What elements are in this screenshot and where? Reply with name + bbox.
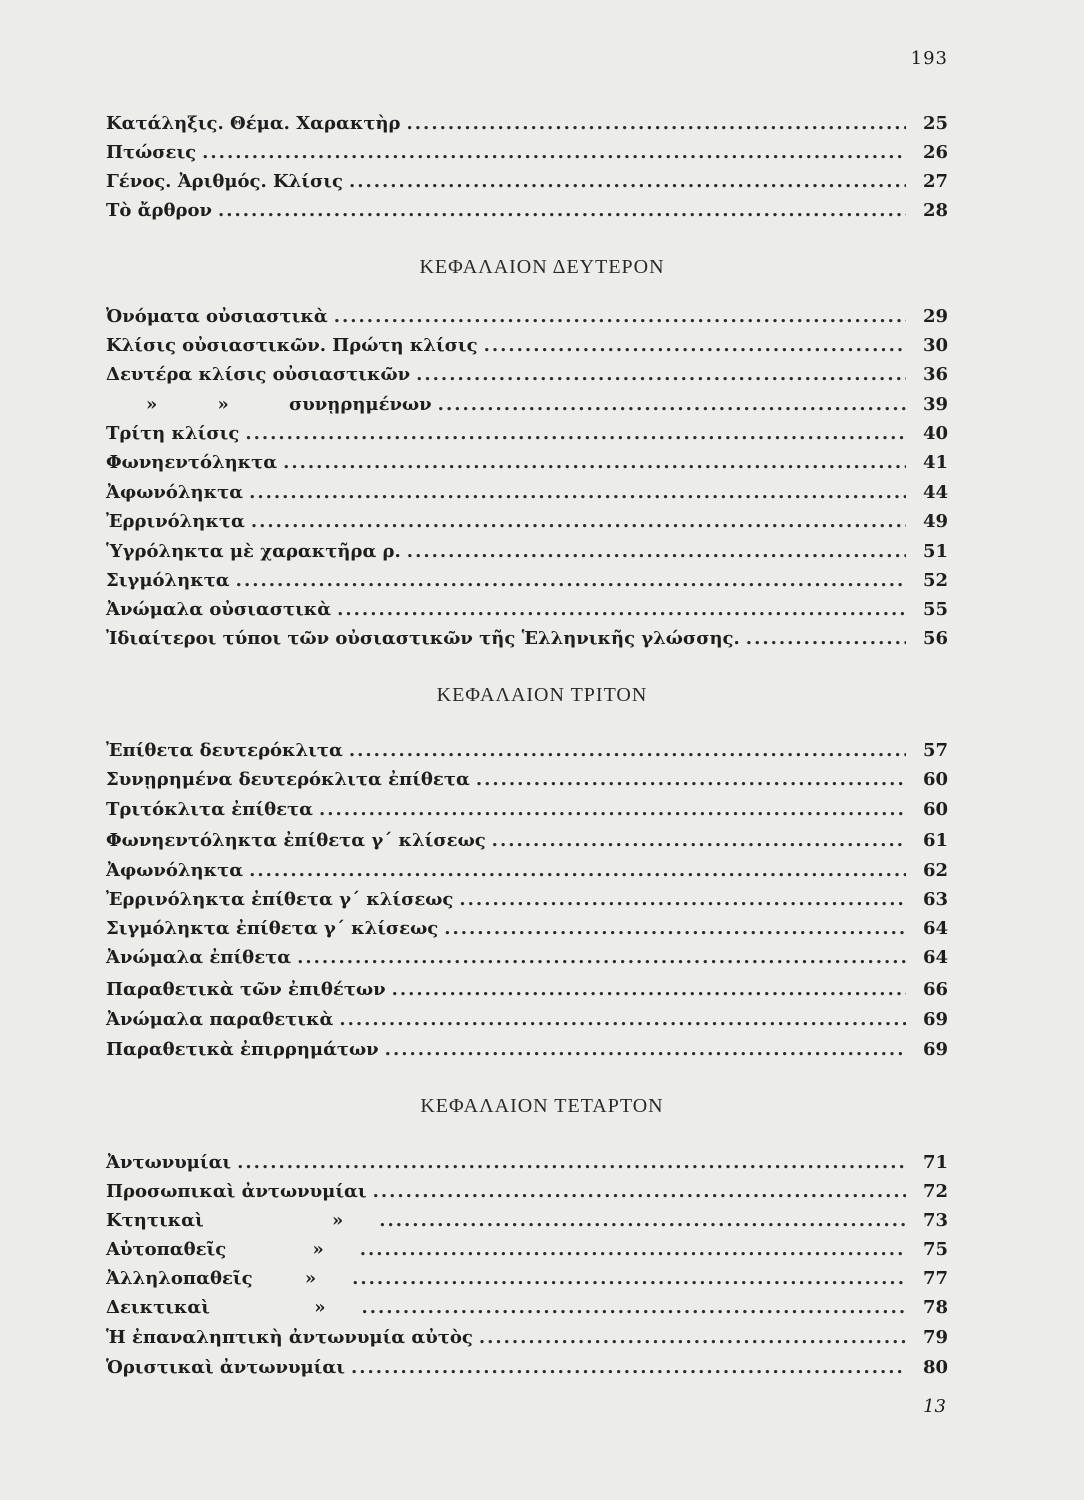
toc-entry bbox=[106, 197, 948, 225]
leader-dots bbox=[245, 420, 906, 448]
leader-dots bbox=[297, 944, 906, 972]
toc-entry-page: 60 bbox=[922, 769, 948, 790]
toc-entry-title: Κατάληξις. Θέμα. Χαρακτὴρ bbox=[106, 113, 401, 134]
toc-entry-title: Ἀνώμαλα οὐσιαστικὰ bbox=[106, 599, 332, 620]
toc-entry-title: » » συνῃρημένων bbox=[146, 394, 432, 415]
toc-entry-page: 73 bbox=[922, 1210, 948, 1231]
leader-dots bbox=[319, 796, 906, 824]
leader-dots bbox=[444, 915, 906, 943]
toc-entry bbox=[106, 139, 948, 167]
leader-dots bbox=[407, 110, 906, 138]
leader-dots bbox=[438, 391, 906, 419]
toc-entry-title: Αὐτοπαθεῖς » bbox=[106, 1239, 324, 1260]
toc-entry bbox=[106, 766, 948, 794]
toc-entry bbox=[106, 1207, 948, 1235]
leader-dots bbox=[407, 538, 906, 566]
leader-dots bbox=[373, 1178, 906, 1206]
toc-entry-page: 28 bbox=[922, 200, 948, 221]
toc-entry-title: Τρίτη κλίσις bbox=[106, 423, 240, 444]
toc-entry-title: Δεικτικαὶ » bbox=[106, 1297, 326, 1318]
toc-entry-title: Ἐρρινόληκτα bbox=[106, 511, 245, 532]
toc-entry-title: Παραθετικὰ ἐπιρρημάτων bbox=[106, 1039, 379, 1060]
toc-entry-page: 51 bbox=[922, 541, 948, 562]
toc-entry-page: 25 bbox=[922, 113, 948, 134]
toc-entry-page: 40 bbox=[922, 423, 948, 444]
toc-entry-title: Τριτόκλιτα ἐπίθετα bbox=[106, 799, 313, 820]
toc-entry-page: 61 bbox=[922, 830, 948, 851]
toc-entry-title: Ἀλληλοπαθεῖς » bbox=[106, 1268, 317, 1289]
toc-entry-page: 63 bbox=[922, 889, 948, 910]
toc-entry-page: 62 bbox=[922, 860, 948, 881]
leader-dots bbox=[385, 1036, 906, 1064]
toc-entry bbox=[106, 857, 948, 885]
toc-entry bbox=[106, 1324, 948, 1352]
toc-entry-page: 66 bbox=[922, 979, 948, 1000]
leader-dots bbox=[218, 197, 906, 225]
toc-entry-title: Ἰδιαίτεροι τύποι τῶν οὐσιαστικῶν τῆς Ἑλληνικῆς γλώσσης. bbox=[106, 628, 740, 649]
toc-entry-title: Κλίσις οὐσιαστικῶν. Πρώτη κλίσις bbox=[106, 335, 478, 356]
toc-entry-page: 39 bbox=[922, 394, 948, 415]
toc-entry bbox=[106, 303, 948, 331]
toc-entry bbox=[106, 737, 948, 765]
toc-entry bbox=[106, 1178, 948, 1206]
leader-dots bbox=[392, 976, 906, 1004]
toc-entry-title: Φωνηεντόληκτα ἐπίθετα γ΄ κλίσεως bbox=[106, 830, 486, 851]
toc-entry-page: 41 bbox=[922, 452, 948, 473]
toc-entry bbox=[106, 567, 948, 595]
leader-dots bbox=[349, 737, 906, 765]
toc-entry-page: 27 bbox=[922, 171, 948, 192]
toc-entry bbox=[106, 361, 948, 389]
toc-entry bbox=[106, 976, 948, 1004]
toc-entry-title: Δευτέρα κλίσις οὐσιαστικῶν bbox=[106, 364, 411, 385]
leader-dots bbox=[236, 567, 906, 595]
toc-entry-page: 79 bbox=[922, 1327, 948, 1348]
leader-dots bbox=[349, 168, 906, 196]
toc-entry-title: Φωνηεντόληκτα bbox=[106, 452, 278, 473]
toc-entry bbox=[106, 479, 948, 507]
leader-dots bbox=[337, 596, 906, 624]
toc-entry-page: 57 bbox=[922, 740, 948, 761]
toc-entry bbox=[106, 168, 948, 196]
toc-entry bbox=[106, 796, 948, 824]
toc-entry-title: Ἡ ἐπαναληπτικὴ ἀντωνυμία αὐτὸς bbox=[106, 1327, 473, 1348]
toc-entry-page: 30 bbox=[922, 335, 948, 356]
leader-dots bbox=[339, 1006, 906, 1034]
toc-entry-title: Ἀφωνόληκτα bbox=[106, 482, 244, 503]
toc-entry bbox=[106, 1294, 948, 1322]
toc-entry-page: 69 bbox=[922, 1009, 948, 1030]
toc-entry-page: 64 bbox=[922, 918, 948, 939]
chapter-heading: ΚΕΦΑΛΑΙΟΝ ΔΕΥΤΕΡΟΝ bbox=[419, 256, 665, 278]
toc-entry-title: Σιγμόληκτα bbox=[106, 570, 230, 591]
leader-dots bbox=[459, 886, 906, 914]
toc-entry-title: Ἀνώμαλα παραθετικὰ bbox=[106, 1009, 334, 1030]
toc-entry bbox=[106, 625, 948, 653]
toc-entry bbox=[106, 944, 948, 972]
leader-dots bbox=[237, 1149, 906, 1177]
toc-entry-title: Προσωπικαὶ ἀντωνυμίαι bbox=[106, 1181, 367, 1202]
leader-dots bbox=[351, 1354, 906, 1382]
toc-entry-title: Γένος. Ἀριθμός. Κλίσις bbox=[106, 171, 343, 192]
leader-dots bbox=[362, 1294, 907, 1322]
chapter-heading: ΚΕΦΑΛΑΙΟΝ ΤΕΤΑΡΤΟΝ bbox=[420, 1095, 664, 1117]
toc-entry bbox=[106, 915, 948, 943]
toc-entry-page: 77 bbox=[922, 1268, 948, 1289]
toc-entry-title: Ἐπίθετα δευτερόκλιτα bbox=[106, 740, 343, 761]
toc-entry bbox=[106, 596, 948, 624]
signature-mark: 13 bbox=[923, 1396, 946, 1417]
page-number: 193 bbox=[910, 48, 948, 69]
toc-entry bbox=[106, 886, 948, 914]
leader-dots bbox=[476, 766, 906, 794]
toc-entry bbox=[106, 508, 948, 536]
toc-entry-title: Συνῃρημένα δευτερόκλιτα ἐπίθετα bbox=[106, 769, 470, 790]
toc-entry-page: 55 bbox=[922, 599, 948, 620]
toc-entry-page: 44 bbox=[922, 482, 948, 503]
toc-entry-title: Ὑγρόληκτα μὲ χαρακτῆρα ρ. bbox=[106, 541, 401, 562]
leader-dots bbox=[492, 827, 906, 855]
toc-entry-title: Ἀφωνόληκτα bbox=[106, 860, 244, 881]
toc-entry-title: Ἀνώμαλα ἐπίθετα bbox=[106, 947, 292, 968]
toc-entry bbox=[106, 1354, 948, 1382]
toc-entry-page: 26 bbox=[922, 142, 948, 163]
toc-entry bbox=[106, 1036, 948, 1064]
toc-entry-page: 60 bbox=[922, 799, 948, 820]
leader-dots bbox=[379, 1207, 906, 1235]
toc-entry bbox=[106, 1006, 948, 1034]
toc-entry-page: 36 bbox=[922, 364, 948, 385]
toc-entry-page: 71 bbox=[922, 1152, 948, 1173]
toc-entry bbox=[106, 1265, 948, 1293]
toc-entry-page: 64 bbox=[922, 947, 948, 968]
leader-dots bbox=[352, 1265, 906, 1293]
leader-dots bbox=[479, 1324, 906, 1352]
leader-dots bbox=[283, 449, 906, 477]
toc-entry bbox=[106, 1149, 948, 1177]
toc-entry-page: 80 bbox=[922, 1357, 948, 1378]
toc-entry bbox=[106, 1236, 948, 1264]
toc-entry-page: 78 bbox=[922, 1297, 948, 1318]
toc-entry bbox=[146, 391, 948, 419]
leader-dots bbox=[249, 857, 906, 885]
toc-entry-title: Παραθετικὰ τῶν ἐπιθέτων bbox=[106, 979, 386, 1000]
toc-entry-page: 69 bbox=[922, 1039, 948, 1060]
leader-dots bbox=[416, 361, 906, 389]
toc-entry bbox=[106, 110, 948, 138]
toc-entry-title: Κτητικαὶ » bbox=[106, 1210, 344, 1231]
toc-entry bbox=[106, 538, 948, 566]
leader-dots bbox=[360, 1236, 906, 1264]
toc-entry bbox=[106, 449, 948, 477]
toc-entry-page: 72 bbox=[922, 1181, 948, 1202]
toc-entry-page: 49 bbox=[922, 511, 948, 532]
leader-dots bbox=[746, 625, 906, 653]
toc-entry-title: Ἐρρινόληκτα ἐπίθετα γ΄ κλίσεως bbox=[106, 889, 454, 910]
chapter-heading: ΚΕΦΑΛΑΙΟΝ ΤΡΙΤΟΝ bbox=[436, 684, 648, 706]
toc-entry-title: Σιγμόληκτα ἐπίθετα γ΄ κλίσεως bbox=[106, 918, 439, 939]
toc-entry-title: Ἀντωνυμίαι bbox=[106, 1152, 232, 1173]
leader-dots bbox=[484, 332, 906, 360]
leader-dots bbox=[251, 508, 906, 536]
toc-entry bbox=[106, 827, 948, 855]
leader-dots bbox=[202, 139, 906, 167]
toc-entry-title: Πτώσεις bbox=[106, 142, 197, 163]
leader-dots bbox=[334, 303, 906, 331]
toc-entry-title: Τὸ ἄρθρον bbox=[106, 200, 212, 221]
toc-entry-page: 56 bbox=[922, 628, 948, 649]
toc-entry bbox=[106, 332, 948, 360]
toc-entry-page: 75 bbox=[922, 1239, 948, 1260]
leader-dots bbox=[249, 479, 906, 507]
toc-entry bbox=[106, 420, 948, 448]
toc-entry-title: Ὁριστικαὶ ἀντωνυμίαι bbox=[106, 1357, 345, 1378]
toc-entry-page: 29 bbox=[922, 306, 948, 327]
toc-entry-page: 52 bbox=[922, 570, 948, 591]
toc-entry-title: Ὀνόματα οὐσιαστικὰ bbox=[106, 306, 328, 327]
